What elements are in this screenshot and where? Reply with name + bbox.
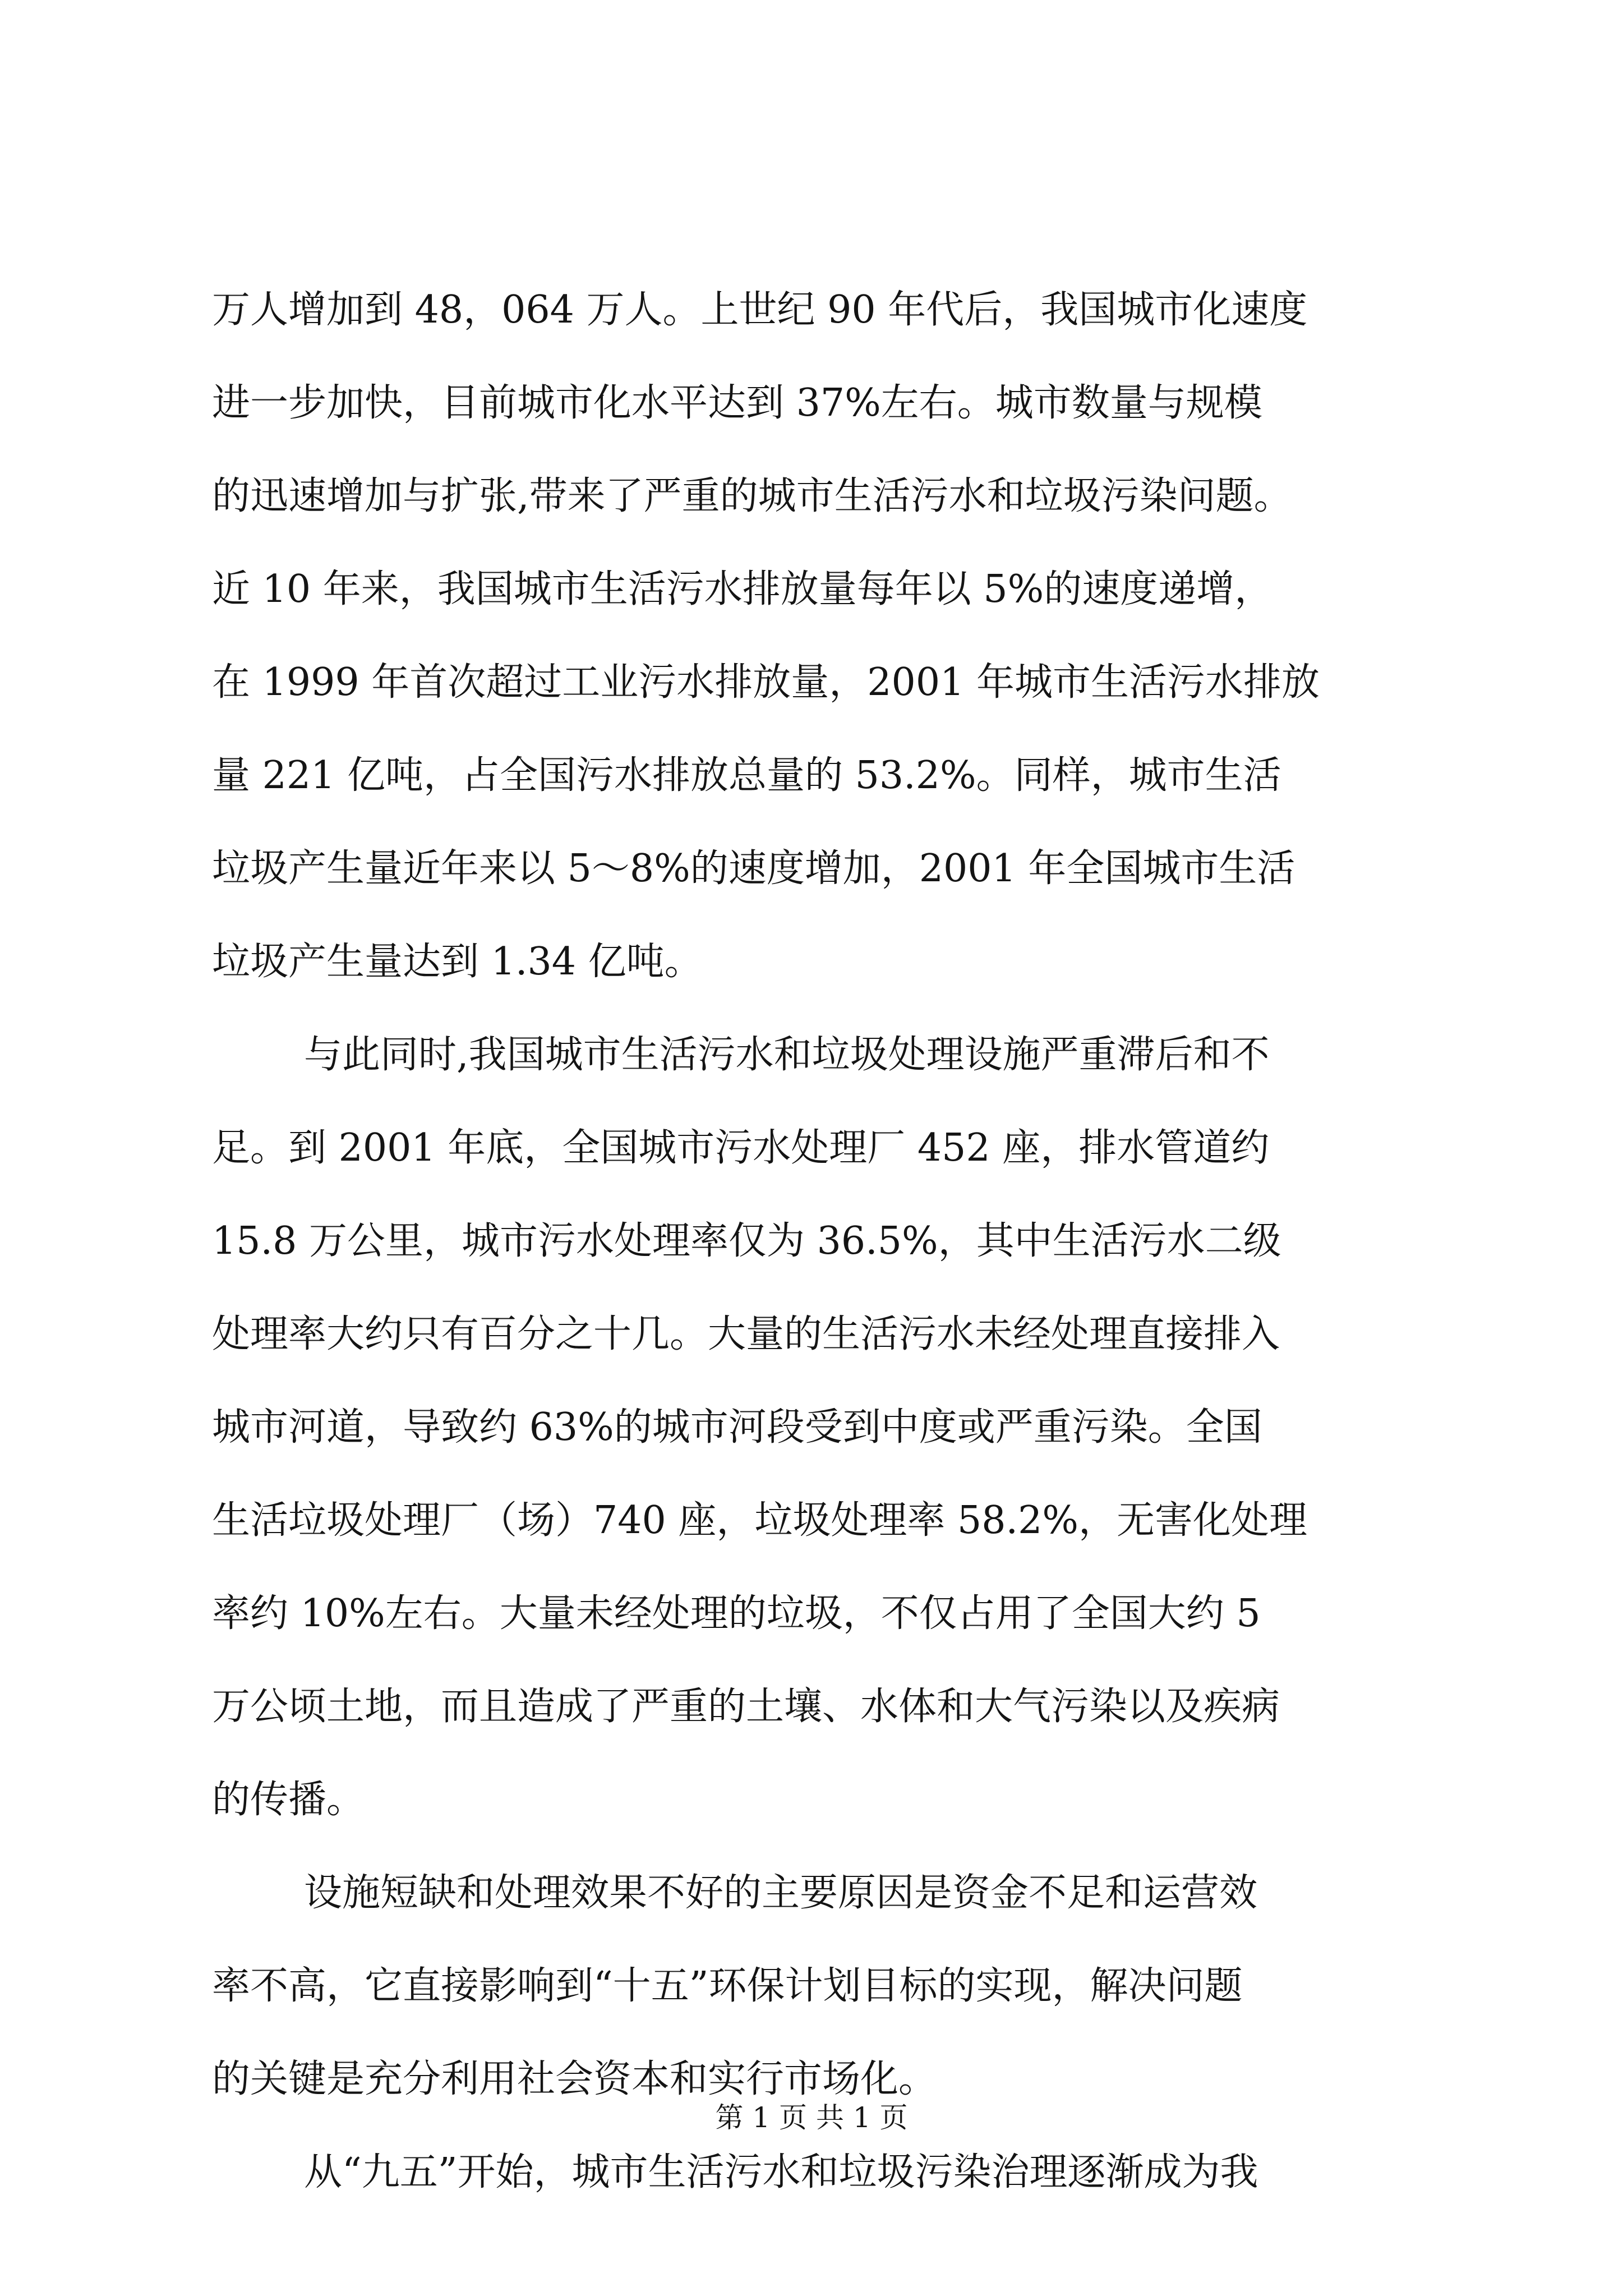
page-footer: 第 1 页 共 1 页 — [715, 2101, 908, 2134]
text-line: 垃圾产生量达到 1.34 亿吨。 — [212, 940, 703, 984]
body-text — [212, 264, 1435, 2219]
text-line: 城市河道，导致约 63%的城市河段受到中度或严重污染。全国 — [212, 1405, 1262, 1450]
text-line: 万人增加到 48，064 万人。上世纪 90 年代后，我国城市化速度 — [212, 288, 1308, 332]
text-line: 率不高，它直接影响到“十五”环保计划目标的实现，解决问题 — [212, 1964, 1243, 2008]
paragraph-3 — [212, 1847, 1435, 2126]
text-line: 垃圾产生量近年来以 5～8%的速度增加，2001 年全国城市生活 — [212, 846, 1295, 891]
text-line: 生活垃圾处理厂（场）740 座，垃圾处理率 58.2%，无害化处理 — [212, 1498, 1308, 1543]
text-line: 近 10 年来，我国城市生活污水排放量每年以 5%的速度递增， — [212, 567, 1273, 611]
text-line: 率约 10%左右。大量未经处理的垃圾，不仅占用了全国大约 5 — [212, 1591, 1261, 1636]
paragraph-2 — [212, 1009, 1435, 1847]
text-line: 的传播。 — [212, 1778, 365, 1822]
text-line: 在 1999 年首次超过工业污水排放量，2001 年城市生活污水排放 — [212, 660, 1320, 705]
text-line: 进一步加快，目前城市化水平达到 37%左右。城市数量与规模 — [212, 381, 1262, 425]
text-line: 处理率大约只有百分之十几。大量的生活污水未经处理直接排入 — [212, 1312, 1280, 1356]
text-line: 与此同时,我国城市生活污水和垃圾处理设施严重滞后和不 — [304, 1033, 1270, 1077]
text-line: 量 221 亿吨，占全国污水排放总量的 53.2%。同样，城市生活 — [212, 753, 1281, 798]
paragraph-1 — [212, 264, 1435, 1009]
text-line: 设施短缺和处理效果不好的主要原因是资金不足和运营效 — [304, 1871, 1258, 1915]
text-line: 的关键是充分利用社会资本和实行市场化。 — [212, 2057, 937, 2101]
text-line: 足。到 2001 年底，全国城市污水处理厂 452 座，排水管道约 — [212, 1126, 1270, 1170]
text-line: 万公顷土地，而且造成了严重的土壤、水体和大气污染以及疾病 — [212, 1685, 1280, 1729]
text-line: 的迅速增加与扩张,带来了严重的城市生活污水和垃圾污染问题。 — [212, 474, 1292, 518]
text-line: 15.8 万公里，城市污水处理率仅为 36.5%，其中生活污水二级 — [212, 1219, 1281, 1263]
text-line: 从“九五”开始，城市生活污水和垃圾污染治理逐渐成为我 — [304, 2150, 1258, 2194]
